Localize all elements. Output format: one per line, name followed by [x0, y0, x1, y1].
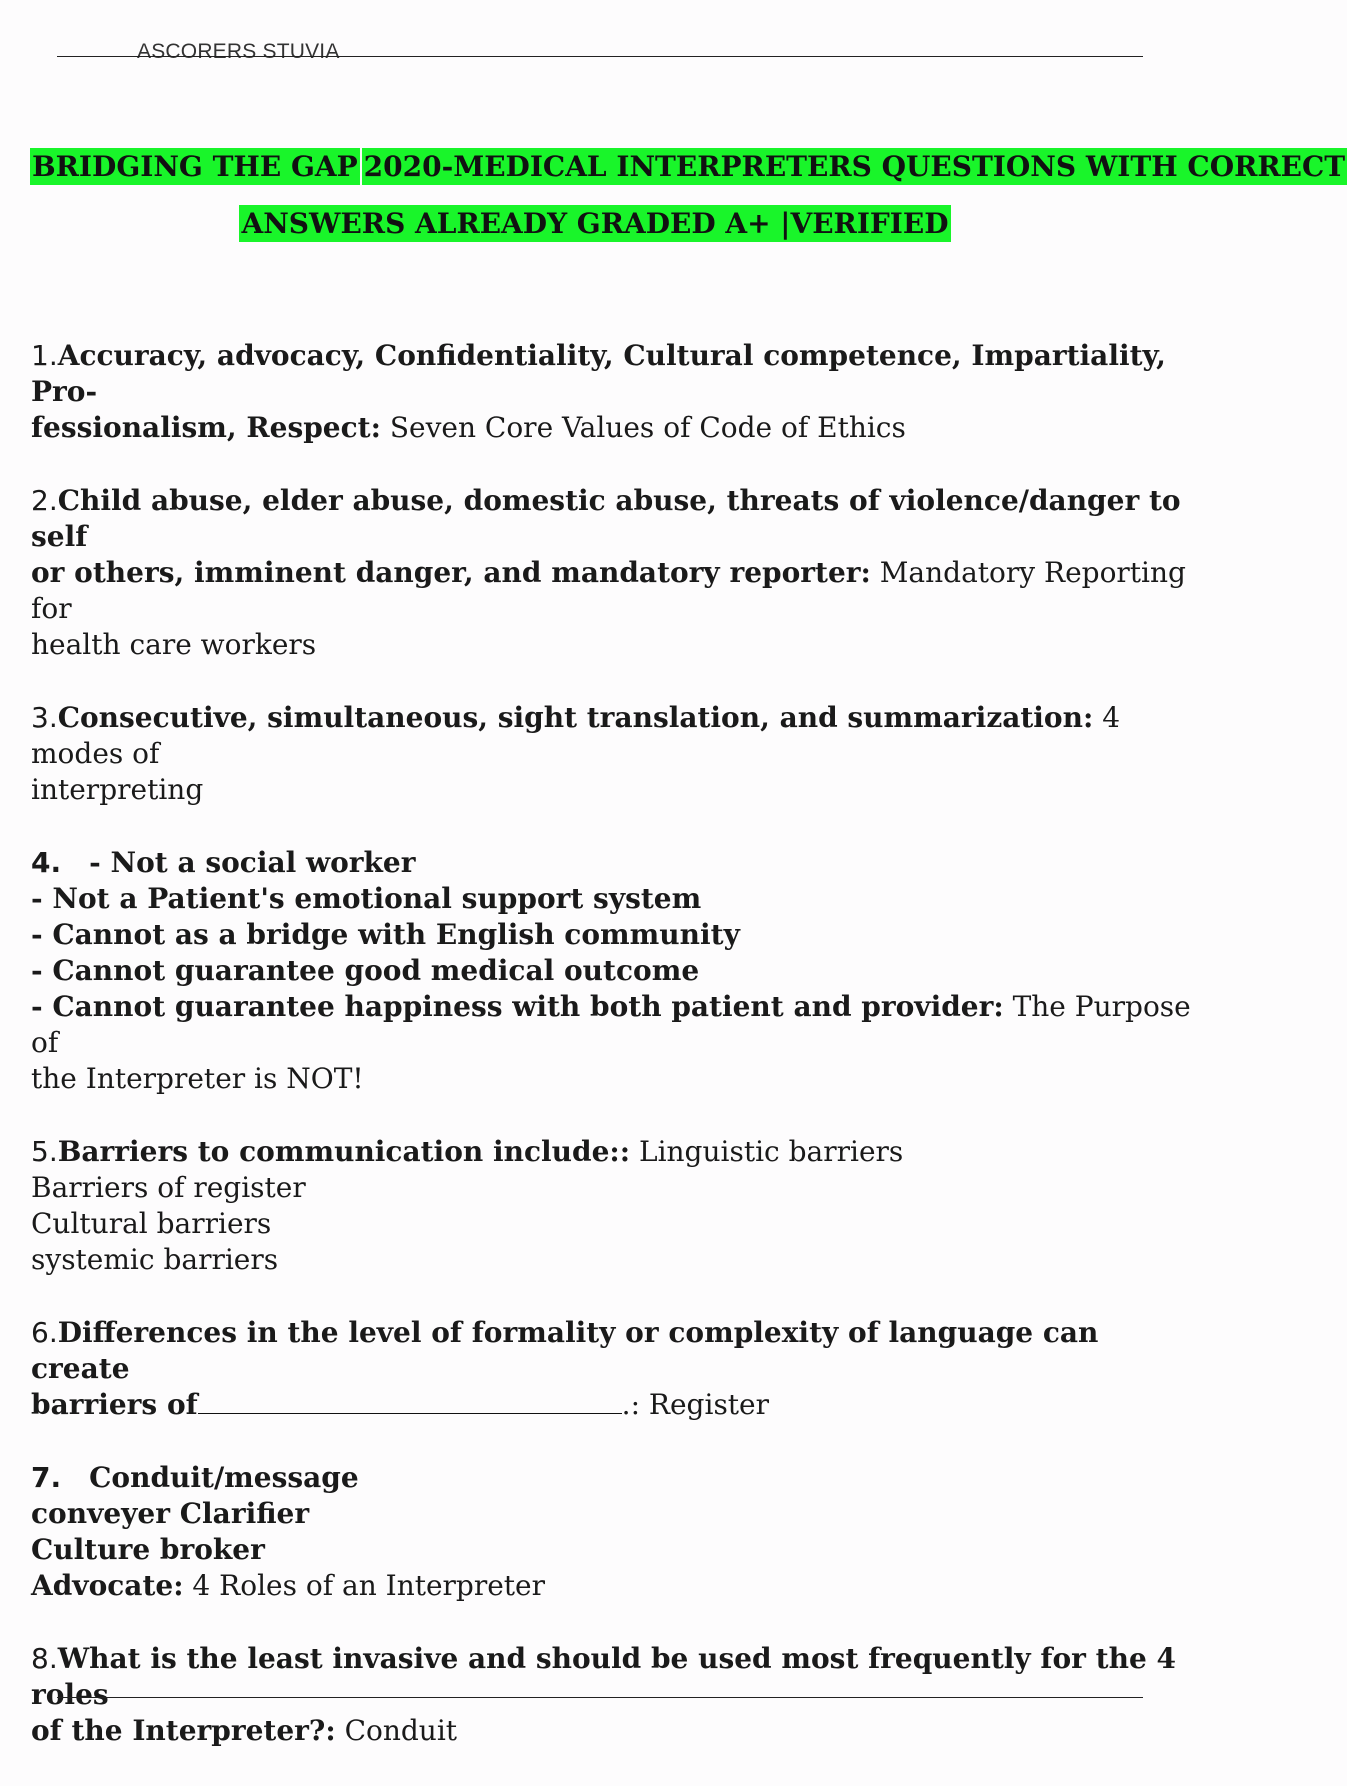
question-item-2	[31, 483, 1201, 663]
title-line-1	[30, 150, 1346, 207]
question-item-1	[31, 338, 1201, 446]
header-brand: ASCORERS STUVIA	[137, 40, 340, 63]
question-text: Differences in the level of formality or complexity of language can create	[31, 1316, 1099, 1385]
item-number: 8.	[31, 1642, 58, 1675]
document-title	[30, 150, 1346, 264]
answer-text-cont: the Interpreter is NOT!	[31, 1062, 364, 1095]
question-list	[31, 338, 1201, 1786]
question-item-5	[31, 1134, 1201, 1278]
question-text: Consecutive, simultaneous, sight translation, and summarization:	[57, 701, 1094, 734]
question-item-3	[31, 700, 1201, 808]
answer-text: .: Register	[621, 1388, 770, 1421]
question-text: Accuracy, advocacy, Confidentiality, Cultural competence, Impartiality, Pro-	[31, 339, 1166, 408]
answer-line-4: systemic barriers	[31, 1243, 279, 1276]
title-highlight-3: ANSWERS ALREADY GRADED A+ |VERIFIED	[241, 207, 949, 240]
question-text: Conduit/message	[89, 1461, 359, 1494]
question-line-2: conveyer Clarifier	[31, 1497, 310, 1530]
question-text: Barriers to communication include::	[57, 1135, 631, 1168]
answer-text: Conduit	[335, 1714, 458, 1747]
question-line-4: - Cannot guarantee good medical outcome	[31, 954, 700, 987]
question-text-cont: barriers of	[31, 1388, 198, 1421]
question-text: Child abuse, elder abuse, domestic abuse, threats of violence/danger to self	[31, 484, 1181, 553]
answer-line-3: Cultural barriers	[31, 1207, 272, 1240]
item-number: 6.	[31, 1316, 58, 1349]
item-number: 7.	[31, 1461, 62, 1494]
question-item-8	[31, 1641, 1201, 1749]
answer-text: 4 modes of	[31, 701, 1121, 770]
question-line-5: - Cannot guarantee happiness with both patient and provider:	[31, 990, 1004, 1023]
question-line-2: - Not a Patient's emotional support system	[31, 882, 702, 915]
answer-text-cont: interpreting	[31, 773, 204, 806]
item-number: 1.	[31, 339, 58, 372]
title-line-2	[30, 207, 1200, 264]
answer-line-2: Barriers of register	[31, 1171, 306, 1204]
question-item-6	[31, 1315, 1201, 1423]
question-line-3: Culture broker	[31, 1533, 265, 1566]
question-text-cont: of the Interpreter?:	[31, 1714, 336, 1747]
question-line-3: - Cannot as a bridge with English community	[31, 918, 740, 951]
answer-text: The Purpose of	[31, 990, 1191, 1059]
item-number: 4.	[31, 846, 62, 879]
item-number: 3.	[31, 701, 58, 734]
answer-text: Linguistic barriers	[630, 1135, 904, 1168]
question-line-4: Advocate:	[31, 1569, 184, 1602]
answer-text: Seven Core Values of Code of Ethics	[380, 411, 906, 444]
item-number: 5.	[31, 1135, 58, 1168]
answer-text-cont: health care workers	[31, 628, 317, 661]
question-text-cont: fessionalism, Respect:	[31, 411, 381, 444]
title-highlight-2: 2020-MEDICAL INTERPRETERS QUESTIONS WITH CORRECT	[363, 150, 1346, 183]
question-text-cont: or others, imminent danger, and mandatory reporter:	[31, 556, 871, 589]
item-number: 2.	[31, 484, 58, 517]
footer-rule	[57, 1697, 1143, 1698]
answer-text: 4 Roles of an Interpreter	[183, 1569, 546, 1602]
header-rule	[57, 56, 1143, 57]
question-item-4	[31, 845, 1201, 1097]
question-item-7	[31, 1460, 1201, 1604]
title-highlight-1: BRIDGING THE GAP	[32, 150, 358, 183]
answer-text: Mandatory Reporting for	[31, 556, 1186, 625]
question-text: What is the least invasive and should be used most frequently for the 4 roles	[31, 1642, 1176, 1711]
fill-in-blank	[198, 1389, 622, 1414]
question-text: - Not a social worker	[89, 846, 416, 879]
